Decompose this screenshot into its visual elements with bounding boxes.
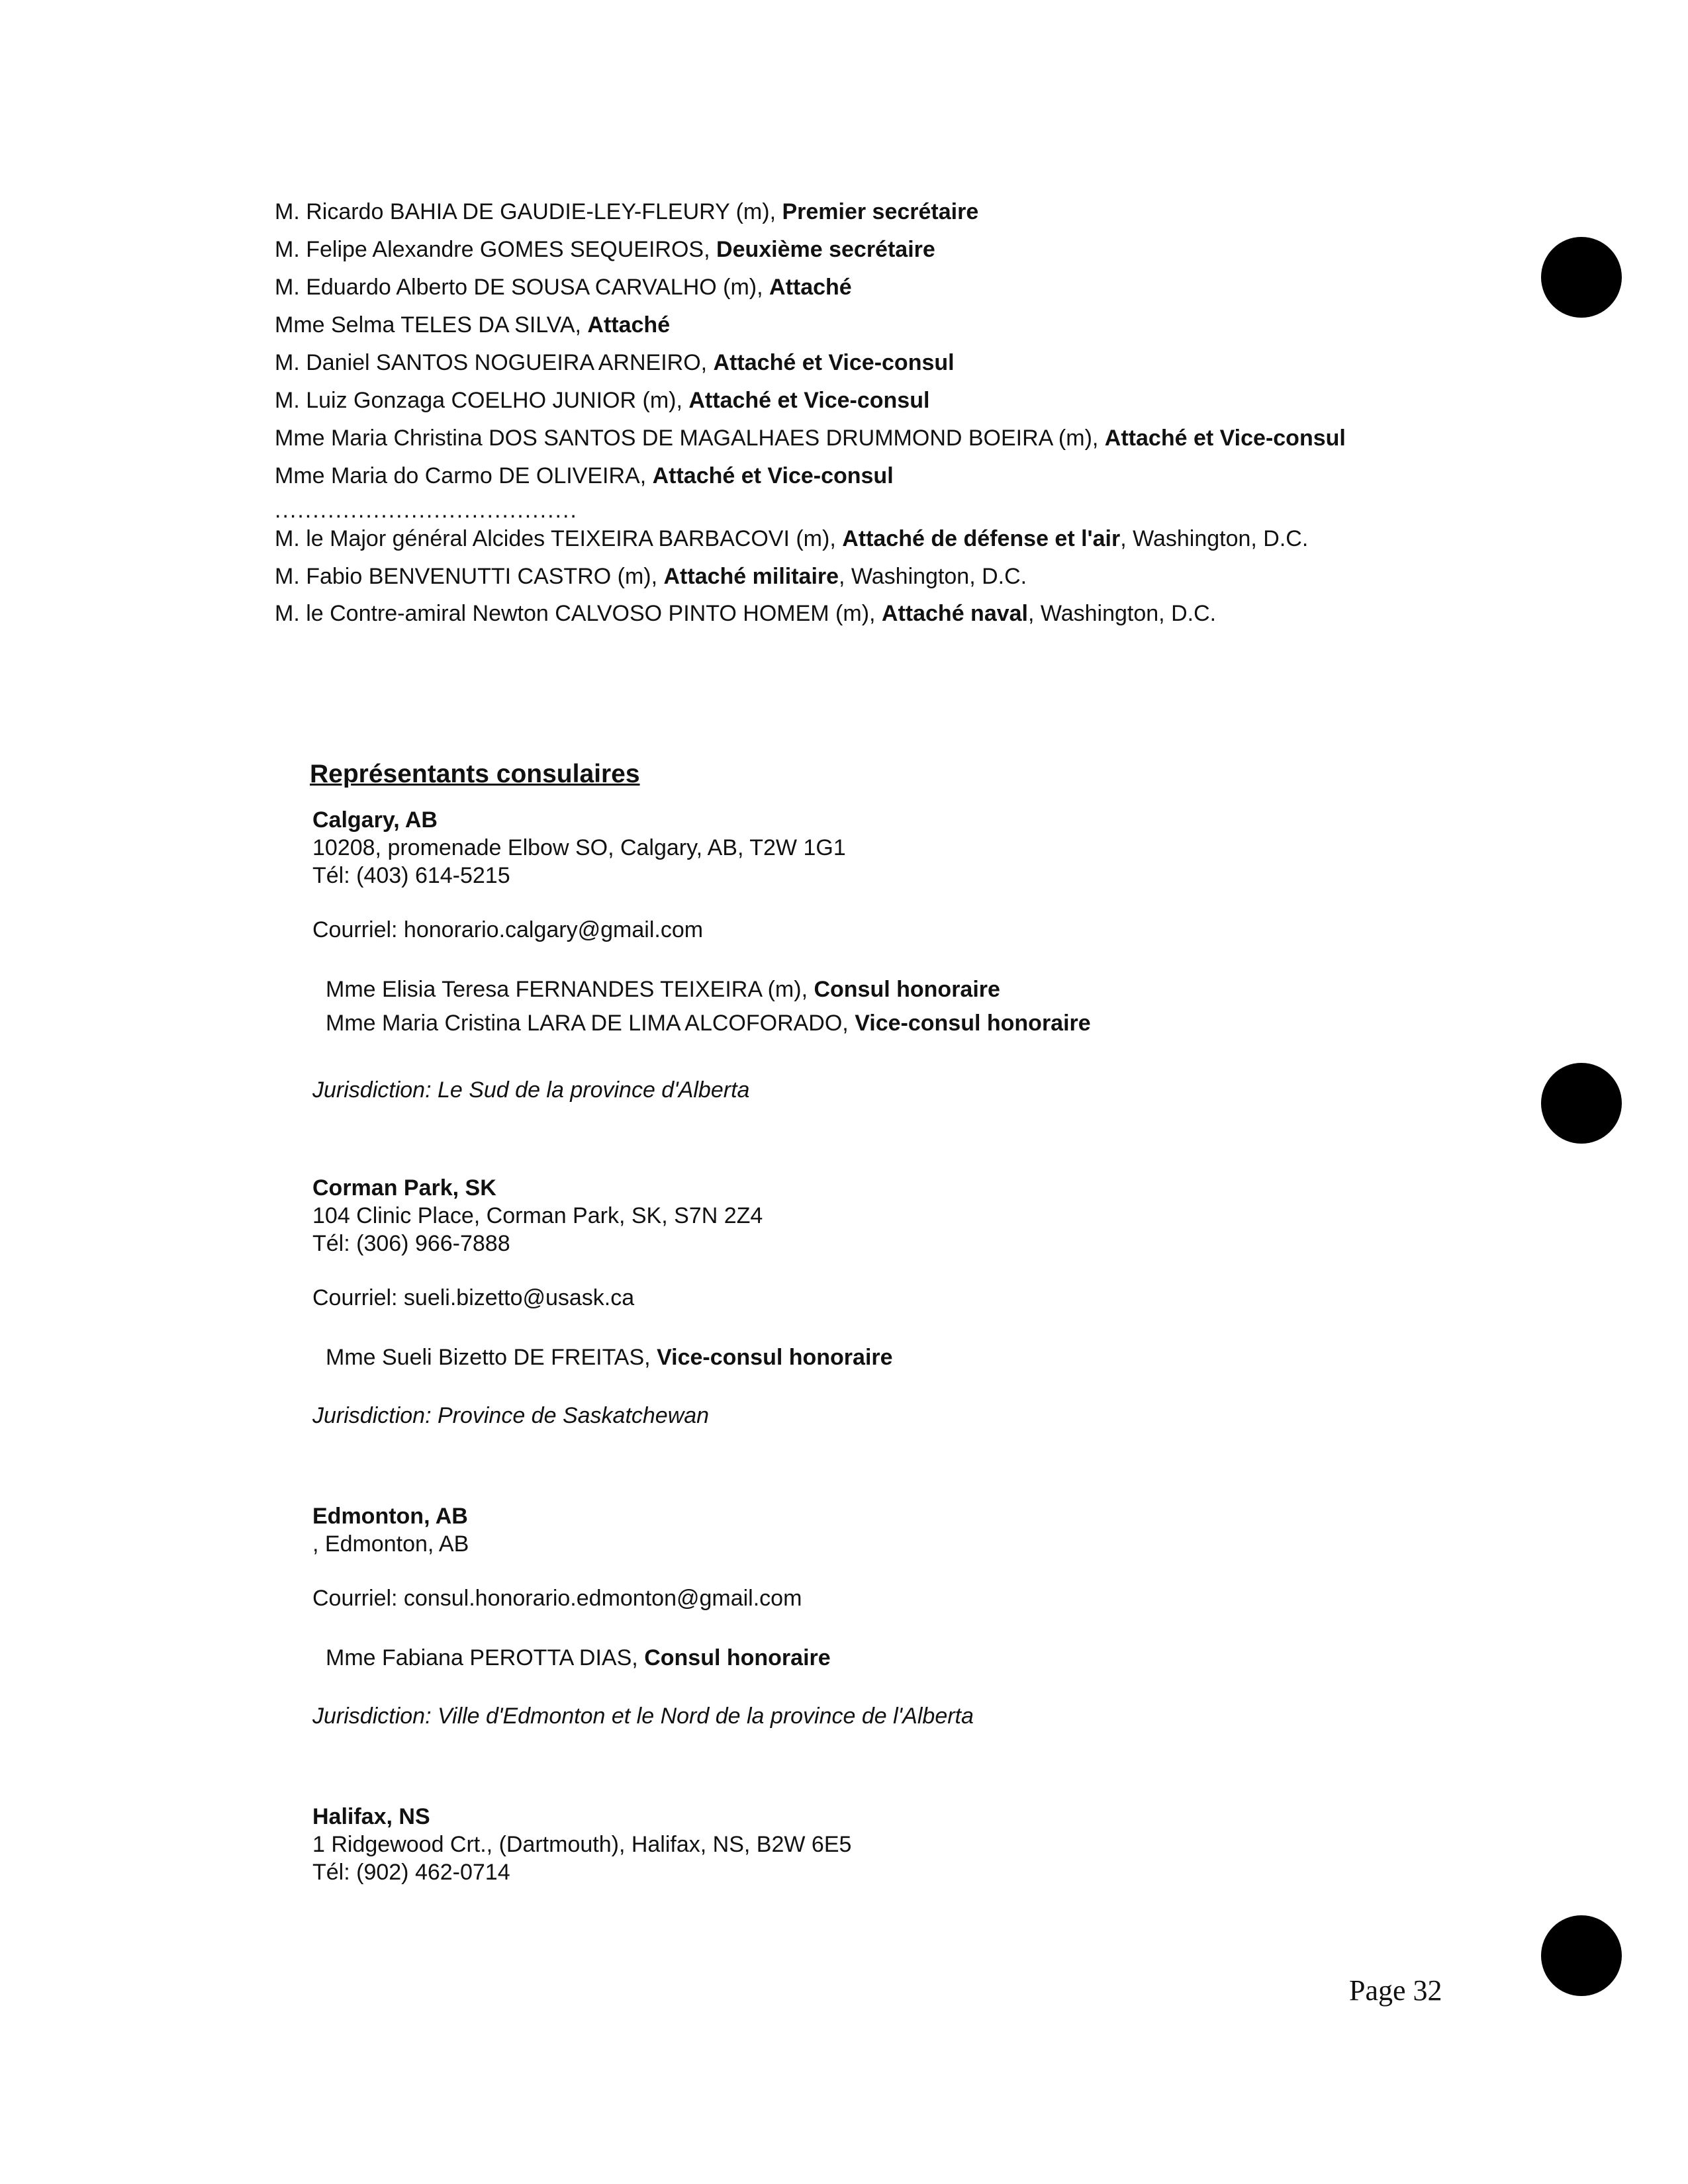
staff-title: Premier secrétaire xyxy=(782,199,979,224)
separator: ........................................ xyxy=(275,498,578,523)
staff-entry xyxy=(275,312,1387,338)
attache-entry xyxy=(275,525,1374,552)
person-title: Vice-consul honoraire xyxy=(657,1345,893,1370)
staff-list xyxy=(275,199,1387,638)
office-email: Courriel: honorario.calgary@gmail.com xyxy=(312,917,704,942)
office-city: Edmonton, AB xyxy=(312,1504,468,1529)
person-title: Consul honoraire xyxy=(644,1645,831,1670)
attache-location: , Washington, D.C. xyxy=(1028,601,1217,626)
staff-title: Attaché xyxy=(587,312,671,338)
staff-name: M. Eduardo Alberto DE SOUSA CARVALHO (m), xyxy=(275,275,770,300)
office-tel: Tél: (403) 614-5215 xyxy=(312,863,510,888)
office-address: 10208, promenade Elbow SO, Calgary, AB, T2W 1G1 xyxy=(312,835,846,860)
punch-hole-icon xyxy=(1541,1063,1622,1144)
office-person xyxy=(326,1639,1438,1677)
staff-entry xyxy=(275,425,1374,451)
staff-entry xyxy=(275,387,1387,414)
staff-entry xyxy=(275,274,1387,300)
staff-name: Mme Maria do Carmo DE OLIVEIRA, xyxy=(275,463,653,488)
person-title: Consul honoraire xyxy=(814,977,1000,1002)
office-email: Courriel: sueli.bizetto@usask.ca xyxy=(312,1285,635,1310)
punch-hole-icon xyxy=(1541,237,1622,318)
office-tel: Tél: (306) 966-7888 xyxy=(312,1231,510,1256)
attache-title: Attaché militaire xyxy=(663,564,839,589)
attache-title: Attaché de défense et l'air xyxy=(842,526,1121,551)
staff-name: M. Daniel SANTOS NOGUEIRA ARNEIRO, xyxy=(275,350,714,375)
office-address: , Edmonton, AB xyxy=(312,1531,469,1557)
office-edmonton xyxy=(312,1502,1438,1730)
page-number: Page 32 xyxy=(1349,1974,1442,2007)
staff-name: Mme Selma TELES DA SILVA, xyxy=(275,312,588,338)
office-jurisdiction: Jurisdiction: Ville d'Edmonton et le Nord de la province de l'Alberta xyxy=(312,1704,974,1729)
office-person xyxy=(326,1009,1438,1038)
staff-title: Attaché et Vice-consul xyxy=(1104,426,1346,451)
staff-title: Attaché et Vice-consul xyxy=(713,350,955,375)
staff-entry xyxy=(275,463,1387,489)
attache-name: M. le Contre-amiral Newton CALVOSO PINTO HOMEM (m), xyxy=(275,601,882,626)
staff-name: M. Luiz Gonzaga COELHO JUNIOR (m), xyxy=(275,388,689,413)
staff-title: Attaché xyxy=(769,275,852,300)
staff-entry xyxy=(275,199,1387,225)
staff-name: Mme Maria Christina DOS SANTOS DE MAGALHAES DRUMMOND BOEIRA (m), xyxy=(275,426,1105,451)
office-tel: Tél: (902) 462-0714 xyxy=(312,1860,510,1885)
office-city: Calgary, AB xyxy=(312,807,438,833)
office-email: Courriel: consul.honorario.edmonton@gmail.com xyxy=(312,1586,802,1611)
attache-entry xyxy=(275,563,1387,590)
attache-location: , Washington, D.C. xyxy=(839,564,1027,589)
attache-entry xyxy=(275,600,1387,627)
attache-name: M. Fabio BENVENUTTI CASTRO (m), xyxy=(275,564,664,589)
person-name: Mme Maria Cristina LARA DE LIMA ALCOFORADO, xyxy=(326,1011,855,1036)
office-halifax xyxy=(312,1803,1438,1886)
office-city: Halifax, NS xyxy=(312,1804,430,1829)
section-title: Représentants consulaires xyxy=(310,760,640,788)
office-jurisdiction: Jurisdiction: Le Sud de la province d'Alberta xyxy=(312,1077,750,1103)
office-person xyxy=(326,970,1438,1009)
office-jurisdiction: Jurisdiction: Province de Saskatchewan xyxy=(312,1403,710,1428)
office-city: Corman Park, SK xyxy=(312,1175,496,1201)
office-address: 104 Clinic Place, Corman Park, SK, S7N 2Z4 xyxy=(312,1203,763,1228)
office-calgary xyxy=(312,806,1438,1104)
attache-location: , Washington, D.C. xyxy=(1120,526,1309,551)
staff-title: Deuxième secrétaire xyxy=(716,237,935,262)
staff-name: M. Felipe Alexandre GOMES SEQUEIROS, xyxy=(275,237,717,262)
staff-title: Attaché et Vice-consul xyxy=(652,463,894,488)
office-address: 1 Ridgewood Crt., (Dartmouth), Halifax, NS, B2W 6E5 xyxy=(312,1832,852,1857)
staff-entry xyxy=(275,349,1387,376)
punch-hole-icon xyxy=(1541,1915,1622,1996)
attache-title: Attaché naval xyxy=(881,601,1028,626)
person-name: Mme Elisia Teresa FERNANDES TEIXEIRA (m), xyxy=(326,977,814,1002)
office-person xyxy=(326,1338,1438,1377)
staff-name: M. Ricardo BAHIA DE GAUDIE-LEY-FLEURY (m), xyxy=(275,199,782,224)
office-corman-park xyxy=(312,1174,1438,1430)
staff-title: Attaché et Vice-consul xyxy=(688,388,930,413)
person-name: Mme Sueli Bizetto DE FREITAS, xyxy=(326,1345,657,1370)
person-title: Vice-consul honoraire xyxy=(855,1011,1091,1036)
staff-entry xyxy=(275,236,1387,263)
attache-name: M. le Major général Alcides TEIXEIRA BARBACOVI (m), xyxy=(275,526,843,551)
person-name: Mme Fabiana PEROTTA DIAS, xyxy=(326,1645,645,1670)
